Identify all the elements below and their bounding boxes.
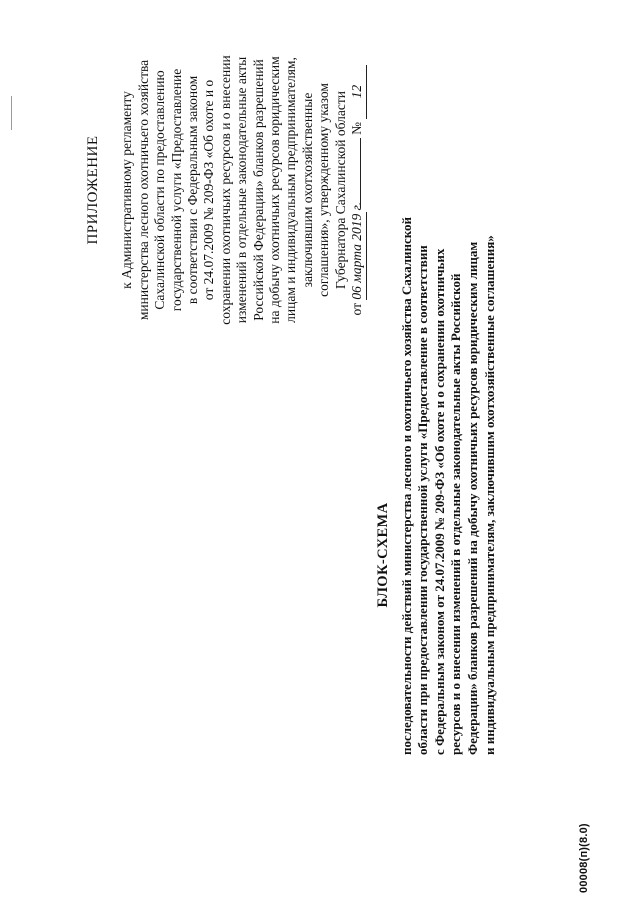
flowchart-line: ресурсов и о внесении изменений в отдельные законодательные акты Российской (448, 273, 464, 755)
date-value: 06 марта 2019 г. (349, 212, 366, 300)
appendix-line: заключившим охотхозяйственные (299, 92, 315, 288)
date-prefix: от (349, 302, 365, 316)
flowchart-line: Федерации» бланков разрешений на добычу охотничьих ресурсов юридическим лицам (464, 241, 480, 755)
document-code: 00008(п)(8.0) (578, 823, 590, 893)
appendix-line: в соответствии с Федеральным законом (185, 75, 201, 305)
flowchart-title-block (375, 216, 498, 755)
flowchart-line: области при предоставлении государственной услуги «Предоставление в соответствии (415, 245, 431, 755)
flowchart-line: и индивидуальным предпринимателям, заключившим охотхозяйственные соглашения» (481, 235, 497, 755)
appendix-line: к Административному регламенту (119, 91, 135, 289)
appendix-line: Сахалинской области по предоставлению (152, 70, 168, 310)
flowchart-line: с Федеральным законом от 24.07.2009 № 209-ФЗ «Об охоте и о сохранении охотничьих (431, 248, 447, 755)
date-blank (360, 138, 361, 208)
number-value: 12 (349, 65, 366, 119)
number-sign: № (349, 121, 365, 135)
appendix-heading: ПРИЛОЖЕНИЕ (85, 135, 101, 245)
appendix-block (85, 20, 367, 360)
appendix-line: лицам и индивидуальным предпринимателям, (283, 57, 299, 323)
appendix-line: изменений в отдельные законодательные акты (234, 56, 250, 324)
appendix-line: на добычу охотничьих ресурсов юридическим (267, 56, 283, 324)
appendix-line: Российской Федерации» бланков разрешений (250, 59, 266, 321)
appendix-line: Губернатора Сахалинской области (332, 91, 348, 289)
appendix-line: сохранении охотничьих ресурсов и о внесении (217, 55, 233, 325)
appendix-line: министерства лесного охотничьего хозяйства (135, 59, 151, 321)
appendix-line: от 24.07.2009 № 209-ФЗ «Об охоте и о (201, 79, 217, 301)
appendix-line: соглашения», утвержденному указом (316, 83, 332, 297)
flowchart-heading: БЛОК-СХЕМА (375, 502, 391, 608)
appendix-date-line (349, 20, 366, 360)
flowchart-line: последовательности действий министерства лесного и охотничьего хозяйства Сахалинской (398, 216, 414, 755)
appendix-line: государственной услуги «Предоставление (168, 68, 184, 312)
